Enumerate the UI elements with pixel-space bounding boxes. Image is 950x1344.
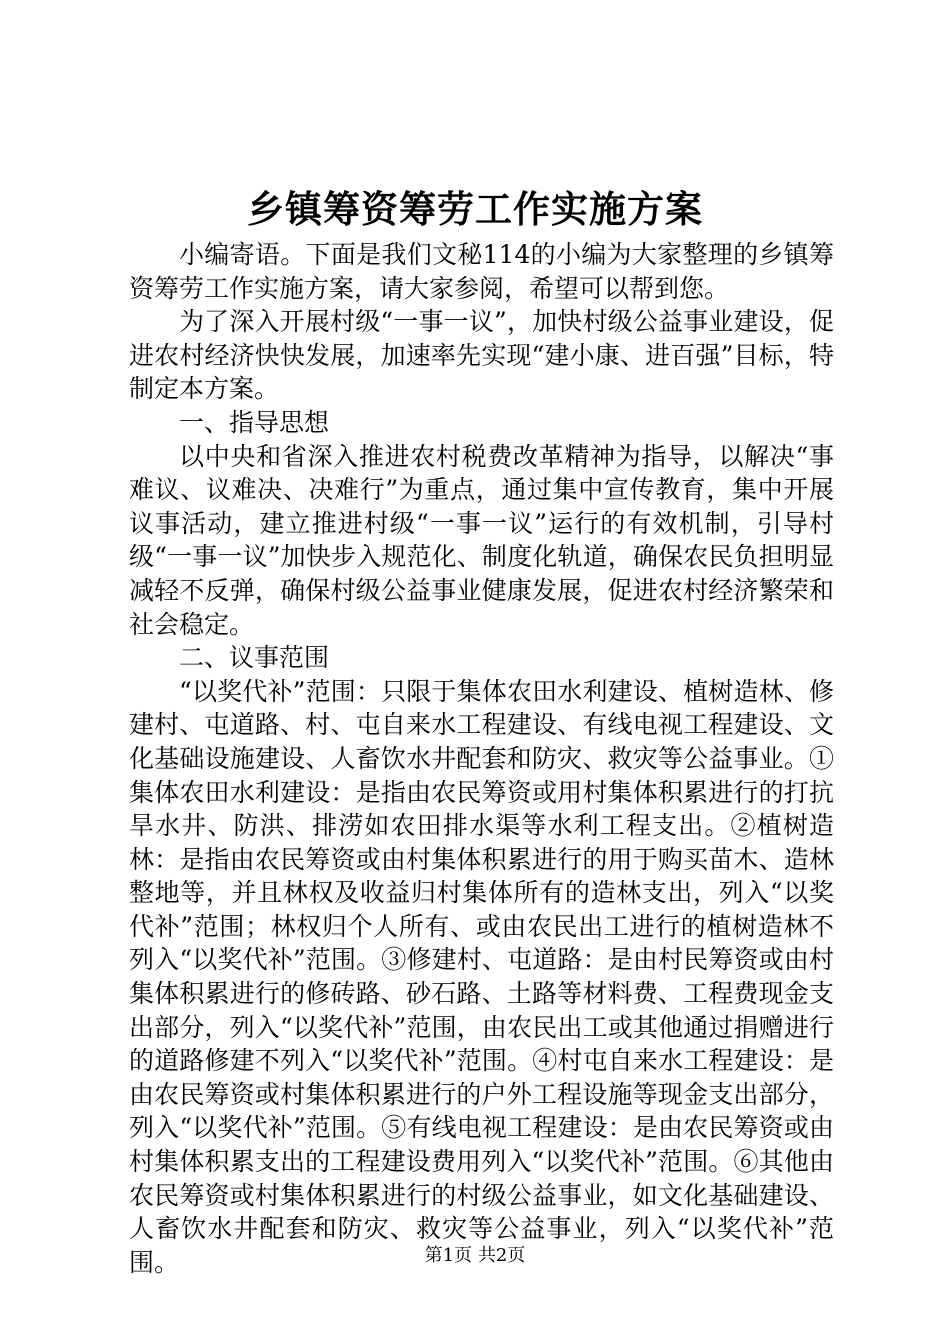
section-heading-scope: 二、议事范围 [179, 643, 330, 673]
page-footer: 第1页 共2页 [424, 1245, 526, 1266]
document-body [129, 238, 834, 1279]
section-heading-guiding-thought: 一、指导思想 [179, 407, 330, 437]
guiding-thought-paragraph: 以中央和省深入推进农村税费改革精神为指导，以解决“事难议、议难决、决难行”为重点，通过集中宣传教育，集中开展议事活动，建立推进村级“一事一议”运行的有效机制，引导村级“一事一议”加快步入规范化、制度化轨道，确保农民负担明显减轻不反弹，确保村级公益事业健康发展，促进农村经济繁荣和社会稳定。 [129, 441, 834, 639]
document-title: 乡镇筹资筹劳工作实施方案 [247, 187, 703, 231]
intro-paragraph: 小编寄语。下面是我们文秘114的小编为大家整理的乡镇筹资筹劳工作实施方案，请大家参阅，希望可以帮到您。 [129, 240, 834, 303]
scope-paragraph: “以奖代补”范围：只限于集体农田水利建设、植树造林、修建村、屯道路、村、屯自来水工程建设、有线电视工程建设、文化基础设施建设、人畜饮水井配套和防灾、救灾等公益事业。①集体农田水利建设：是指由农民筹资或用村集体积累进行的打抗旱水井、防洪、排涝如农田排水渠等水利工程支出。②植树造林：是指由农民筹资或由村集体积累进行的用于购买苗木、造林整地等，并且林权及收益归村集体所有的造林支出，列入“以奖代补”范围；林权归个人所有、或由农民出工进行的植树造林不列入“以奖代补”范围。③修建村、屯道路：是由村民筹资或由村集体积累进行的修砖路、砂石路、土路等材料费、工程费现金支出部分，列入“以奖代补”范围，由农民出工或其他通过捐赠进行的道路修建不列入“以奖代补”范围。④村屯自来水工程建设：是由农民筹资或村集体积累进行的户外工程设施等现金支出部分，列入“以奖代补”范围。⑤有线电视工程建设：是由农民筹资或由村集体积累支出的工程建设费用列入“以奖代补”范围。⑥其他由农民筹资或村集体积累进行的村级公益事业，如文化基础建设、人畜饮水井配套和防灾、救灾等公益事业，列入“以奖代补”范围。 [129, 676, 834, 1277]
purpose-paragraph: 为了深入开展村级“一事一议”，加快村级公益事业建设，促进农村经济快快发展，加速率先实现“建小康、进百强”目标，特制定本方案。 [129, 307, 834, 404]
